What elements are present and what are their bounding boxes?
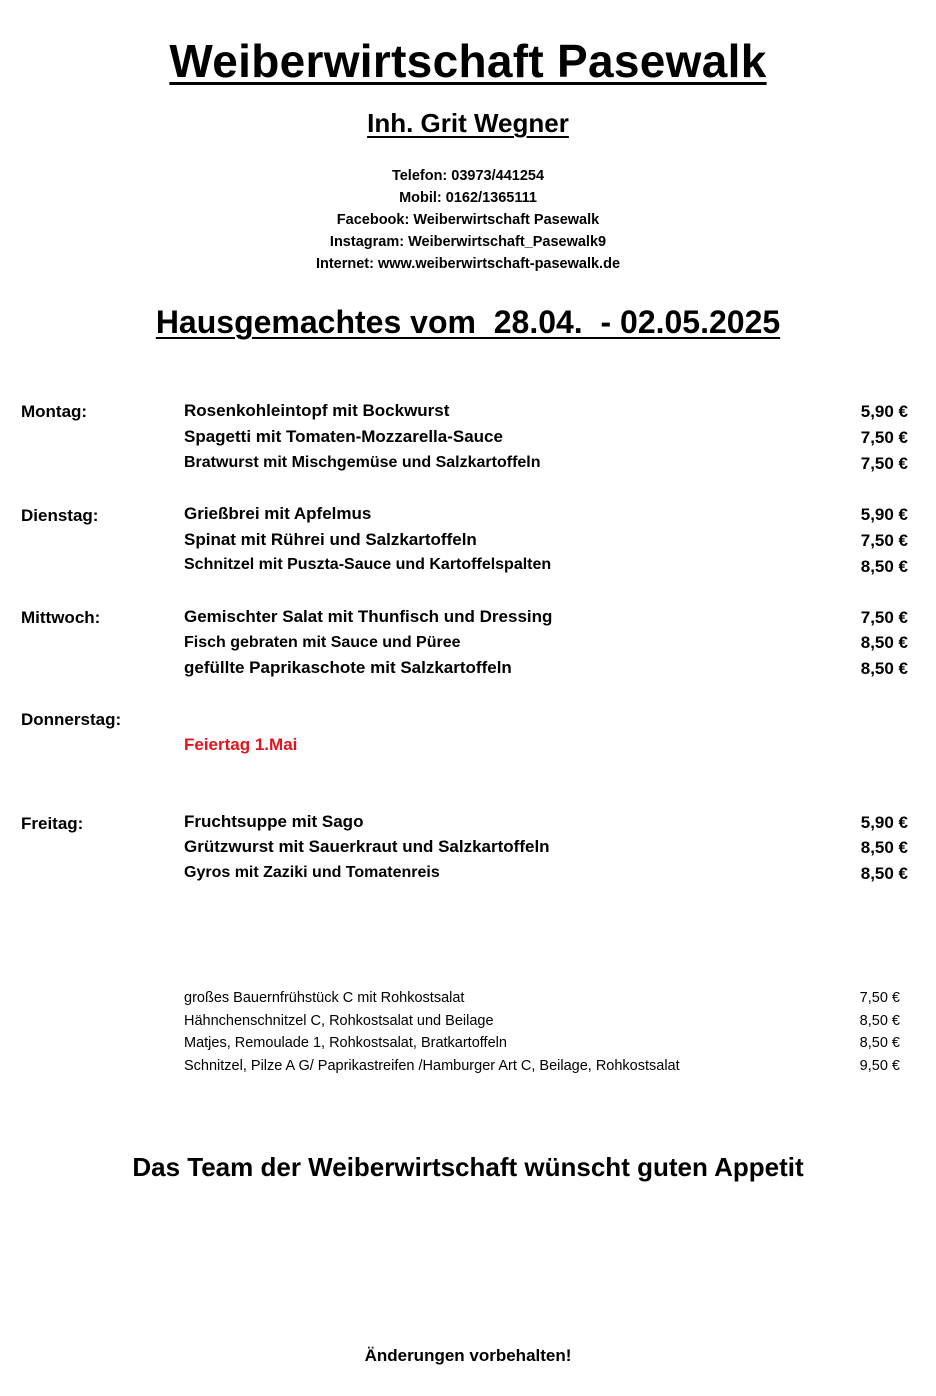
disclaimer: Änderungen vorbehalten! <box>364 1346 572 1365</box>
day-label-mittwoch: Mittwoch: <box>21 608 101 627</box>
dish-name: Spagetti mit Tomaten-Mozzarella-Sauce <box>184 427 503 446</box>
dish-price: 5,90 € <box>860 402 908 421</box>
dish-name: Fruchtsuppe mit Sago <box>184 812 364 831</box>
dish-price: 8,50 € <box>860 633 908 652</box>
dish-price: 5,90 € <box>860 813 908 832</box>
contact-facebook: Facebook: Weiberwirtschaft Pasewalk <box>336 212 600 228</box>
dish-name: Fisch gebraten mit Sauce und Püree <box>184 634 461 651</box>
day-label-montag: Montag: <box>21 402 88 421</box>
dish-price: 7,50 € <box>860 454 908 473</box>
dish-name: Gemischter Salat mit Thunfisch und Dressing <box>184 607 553 626</box>
extra-dish-name: großes Bauernfrühstück C mit Rohkostsalat <box>184 990 465 1006</box>
extra-dish-price: 8,50 € <box>859 1013 900 1029</box>
extra-dish-price: 7,50 € <box>859 990 900 1006</box>
extra-dish-name: Hähnchenschnitzel C, Rohkostsalat und Beilage <box>184 1013 494 1029</box>
extra-dish-price: 9,50 € <box>859 1058 900 1074</box>
extra-dish-price: 8,50 € <box>859 1035 900 1051</box>
contact-phone: Telefon: 03973/441254 <box>391 168 545 184</box>
extra-dish-name: Matjes, Remoulade 1, Rohkostsalat, Bratkartoffeln <box>184 1035 507 1051</box>
day-label-freitag: Freitag: <box>21 814 84 833</box>
dish-price: 8,50 € <box>860 557 908 576</box>
dish-name: Rosenkohleintopf mit Bockwurst <box>184 401 450 420</box>
dish-name: Gyros mit Zaziki und Tomatenreis <box>184 864 440 881</box>
day-label-donnerstag: Donnerstag: <box>21 710 122 729</box>
dish-price: 7,50 € <box>860 608 908 627</box>
contact-mobile: Mobil: 0162/1365111 <box>399 190 537 206</box>
dish-name: Schnitzel mit Puszta-Sauce und Kartoffelspalten <box>184 556 552 573</box>
restaurant-title: Weiberwirtschaft Pasewalk <box>169 35 767 87</box>
dish-price: 7,50 € <box>860 428 908 447</box>
extra-dish-name: Schnitzel, Pilze A G/ Paprikastreifen /Hamburger Art C, Beilage, Rohkostsalat <box>184 1058 680 1074</box>
dish-price: 5,90 € <box>860 505 908 524</box>
day-label-dienstag: Dienstag: <box>21 506 99 525</box>
owner-name: Inh. Grit Wegner <box>367 108 569 138</box>
dish-name: gefüllte Paprikaschote mit Salzkartoffeln <box>184 658 512 677</box>
contact-instagram: Instagram: Weiberwirtschaft_Pasewalk9 <box>329 234 607 250</box>
dish-price: 8,50 € <box>860 838 908 857</box>
holiday-note: Feiertag 1.Mai <box>184 735 298 754</box>
dish-price: 8,50 € <box>860 659 908 678</box>
dish-price: 8,50 € <box>860 864 908 883</box>
dish-name: Spinat mit Rührei und Salzkartoffeln <box>184 530 477 549</box>
week-heading: Hausgemachtes vom 28.04. - 02.05.2025 <box>155 304 781 340</box>
closing-message: Das Team der Weiberwirtschaft wünscht guten Appetit <box>132 1152 804 1182</box>
dish-name: Grießbrei mit Apfelmus <box>184 504 372 523</box>
dish-name: Bratwurst mit Mischgemüse und Salzkartoffeln <box>184 454 541 471</box>
dish-name: Grützwurst mit Sauerkraut und Salzkartoffeln <box>184 837 550 856</box>
contact-website: Internet: www.weiberwirtschaft-pasewalk.de <box>315 256 621 272</box>
dish-price: 7,50 € <box>860 531 908 550</box>
